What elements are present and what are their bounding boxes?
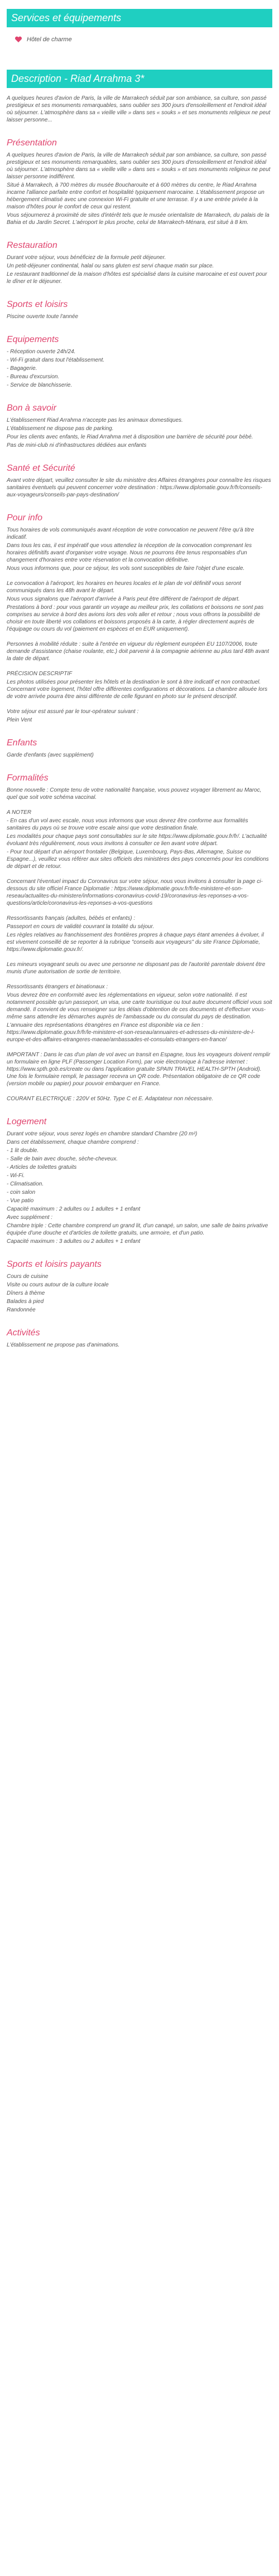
paragraph: Chambre triple : Cette chambre comprend un grand lit, d'un canapé, un salon, une salle de bains privative équipée d'une douche et d'articles de toilette gratuits, une armoire, et d'un patio. bbox=[7, 1223, 268, 1236]
sante-text: Avant votre départ, veuillez consulter le site du ministère des Affaires étrangères pour connaître les risques sanitaires éventuels qui peuvent concerner votre destination : https://www.diplomatie.gouv.fr/fr/conseils-aux-voyageurs/conseils-par-pays-destination/ bbox=[7, 477, 271, 498]
paragraph bbox=[7, 871, 272, 877]
sports-text: Piscine ouverte toute l'année bbox=[7, 314, 79, 320]
paragraph: Personnes à mobilité réduite : suite à l'entrée en vigueur du règlement européen EU 1107/2006, toute demande d'assistance (chaise roulante, etc.) doit parvenir à la compagnie aérienne au plus tard 48h avant la date de départ. bbox=[7, 641, 269, 662]
activites-title: Activités bbox=[7, 1328, 40, 1338]
paragraph: Concernant l'éventuel impact du Coronavirus sur votre séjour, nous vous invitons à consulter la page ci-dessous du site officiel France Diplomatie : https://www.diplomatie.gouv.fr/fr/le-ministere-et-son-reseau/actualites-du-ministere/informations-coronavirus-covid-19/coronavirus-les-reponses-a-vos-questions/article/coronavirus-les-reponses-a-vos-questions bbox=[7, 879, 263, 906]
paragraph: Nous vous informons que, pour ce séjour, les vols sont susceptibles de faire l'objet d'une escale. bbox=[7, 565, 245, 572]
enfants-title: Enfants bbox=[7, 738, 37, 748]
paragraph: - Wi-Fi. bbox=[7, 1173, 25, 1179]
paragraph: Les règles relatives au franchissement des frontières propres à chaque pays étant amenées à évoluer, il est vivement conseillé de se reporter à la rubrique "conseils aux voyageurs" du site France Diplomatie, https://www.diplomatie.gouv.fr/. bbox=[7, 932, 264, 953]
paragraph: Les mineurs voyageant seuls ou avec une personne ne disposant pas de l'autorité parentale doivent être munis d'une autorisation de sortie de territoire. bbox=[7, 962, 266, 975]
presentation-title: Présentation bbox=[7, 138, 57, 148]
paragraph: - Climatisation. bbox=[7, 1181, 44, 1187]
paragraph: - Salle de bain avec douche, sèche-cheveux. bbox=[7, 1156, 118, 1162]
paragraph: - Pour tout départ d'un aéroport frontalier (Belgique, Luxembourg, Pays-Bas, Allemagne, Suisse ou Espagne...), veuillez vous référer aux sites officiels des ministères des pays concernés pour les conditions de départ et de retour. bbox=[7, 849, 269, 870]
paragraph: - Service de blanchisserie. bbox=[7, 382, 73, 388]
formalites-title: Formalités bbox=[7, 773, 49, 783]
paragraph: Capacité maximum : 2 adultes ou 1 adultes + 1 enfant bbox=[7, 1206, 141, 1212]
payants-list bbox=[7, 1273, 272, 1314]
description-text: A quelques heures d'avion de Paris, la ville de Marrakech séduit par son ambiance, sa culture, son passé prestigieux et ses monuments remarquables, sans oublier ses 300 jours d'ensoleillement et l'endroit idéal où séjourner. L'atmosphère dans sa « vieille ville » dans ses « souks » et ses monuments religieux ne peut laisser personne... bbox=[7, 95, 271, 123]
pourinfo-body bbox=[7, 526, 272, 724]
paragraph: Balades à pied bbox=[7, 1299, 44, 1305]
logement-body bbox=[7, 1130, 272, 1245]
paragraph: Plein Vent bbox=[7, 717, 32, 723]
paragraph bbox=[7, 1045, 272, 1050]
paragraph: L'établissement ne dispose pas de parking. bbox=[7, 426, 114, 432]
paragraph: - Vue patio bbox=[7, 1198, 34, 1204]
paragraph: Passeport en cours de validité couvrant la totalité du séjour. bbox=[7, 924, 155, 930]
paragraph: Ressortissants français (adultes, bébés et enfants) : bbox=[7, 915, 136, 921]
logement-title: Logement bbox=[7, 1117, 47, 1126]
bonasavoir-title: Bon à savoir bbox=[7, 403, 56, 413]
paragraph: - Bureau d'excursion. bbox=[7, 374, 60, 380]
paragraph: Les photos utilisées pour présenter les hôtels et la destination le sont à titre indicatif et non contractuel. Concernant votre logement, l'hôtel offre différentes configurations et décorations. La chambre allouée lors de votre arrivée pourra être ainsi différente de celle figurant en photo sur le présent descriptif. bbox=[7, 679, 268, 700]
paragraph: Visite ou cours autour de la culture locale bbox=[7, 1282, 109, 1288]
paragraph: - 1 lit double. bbox=[7, 1148, 39, 1154]
paragraph bbox=[7, 701, 272, 707]
paragraph: Le convocation à l'aéroport, les horaires en heures locales et le plan de vol définitif vous seront communiqués dans les 48h avant le départ. bbox=[7, 580, 241, 594]
description-banner bbox=[7, 70, 272, 88]
bonasavoir-body bbox=[7, 417, 272, 449]
paragraph bbox=[7, 954, 272, 960]
paragraph: COURANT ELECTRIQUE : 220V et 50Hz. Type C et E. Adaptateur non nécessaire. bbox=[7, 1096, 214, 1102]
enfants-text: Garde d'enfants (avec supplément) bbox=[7, 752, 94, 758]
paragraph bbox=[7, 977, 272, 982]
paragraph: Situé à Marrakech, à 700 mètres du musée Boucharouite et à 600 mètres du centre, le Riad Arrahma incarne l'alliance parfaite entre confort et hospitalité typiquement marocaine. L'établissement propose un hébergement climatisé avec une connexion Wi-Fi gratuite et une terrasse. Il y a une entrée privée à la maison d'hôtes pour le confort de ceux qui restent. bbox=[7, 182, 264, 210]
restauration-title: Restauration bbox=[7, 241, 57, 250]
paragraph: Pas de mini-club ni d'infrastructures dédiées aux enfants bbox=[7, 442, 147, 448]
paragraph: Un petit-déjeuner continental, halal ou sans gluten est servi chaque matin sur place. bbox=[7, 263, 214, 269]
page bbox=[0, 9, 279, 1349]
paragraph: Capacité maximum : 3 adultes ou 2 adultes + 1 enfant bbox=[7, 1238, 141, 1245]
paragraph: - Articles de toilettes gratuits bbox=[7, 1164, 77, 1170]
services-title: Services et équipements bbox=[11, 12, 122, 23]
paragraph: Pour les clients avec enfants, le Riad Arrahma met à disposition une barrière de sécurité pour bébé. bbox=[7, 434, 253, 440]
paragraph: L'établissement Riad Arrahma n'accepte pas les animaux domestiques. bbox=[7, 417, 183, 423]
paragraph bbox=[7, 802, 272, 808]
paragraph: Nous vous signalons que l'aéroport d'arrivée à Paris peut être différent de l'aéroport de départ. bbox=[7, 596, 240, 602]
paragraph: Avec supplément : bbox=[7, 1214, 53, 1221]
heart-icon bbox=[15, 36, 22, 43]
paragraph: Bonne nouvelle : Compte tenu de votre nationalité française, vous pouvez voyager librement au Maroc, quel que soit votre schéma vaccinal. bbox=[7, 787, 262, 801]
charm-badge bbox=[15, 36, 264, 43]
paragraph: Le restaurant traditionnel de la maison d'hôtes est spécialisé dans la cuisine marocaine et est ouvert pour le dîner et le déjeuner. bbox=[7, 271, 267, 285]
paragraph: Vous séjournerez à proximité de sites d'intérêt tels que le musée orientaliste de Marrakech, du palais de la Bahia et du Jardin Secret. L'aéroport le plus proche, celui de Marrakech-Ménara, est situé à 8 km. bbox=[7, 212, 270, 226]
paragraph bbox=[7, 908, 272, 914]
description-section bbox=[0, 88, 279, 1349]
paragraph: Durant votre séjour, vous serez logés en chambre standard Chambre (20 m²) bbox=[7, 1131, 198, 1137]
paragraph bbox=[7, 634, 272, 640]
description-title: Description - Riad Arrahma 3* bbox=[11, 73, 145, 84]
paragraph: - Bagagerie. bbox=[7, 365, 37, 372]
paragraph: A NOTER bbox=[7, 809, 32, 816]
paragraph: Cours de cuisine bbox=[7, 1274, 49, 1280]
paragraph: A quelques heures d'avion de Paris, la ville de Marrakech séduit par son ambiance, sa culture, son passé prestigieux et ses monuments remarquables, sans oublier ses 300 jours d'ensoleillement et l'endroit idéal où séjourner. L'atmosphère dans sa « vieille ville » dans ses « souks » et ses monuments religieux ne peut laisser personne indifférent. bbox=[7, 152, 271, 180]
paragraph: Ressortissants étrangers et binationaux : bbox=[7, 984, 108, 990]
formalites-body bbox=[7, 787, 272, 1102]
equipements-list bbox=[7, 348, 272, 389]
paragraph bbox=[7, 663, 272, 669]
payants-title: Sports et loisirs payants bbox=[7, 1260, 102, 1269]
paragraph: Durant votre séjour, vous bénéficiez de la formule petit déjeuner. bbox=[7, 255, 166, 261]
paragraph: Dans cet établissement, chaque chambre comprend : bbox=[7, 1139, 139, 1145]
pourinfo-title: Pour info bbox=[7, 513, 43, 523]
sports-title: Sports et loisirs bbox=[7, 300, 68, 309]
paragraph: Randonnée bbox=[7, 1307, 36, 1313]
paragraph: Tous horaires de vols communiqués avant réception de votre convocation ne peuvent l'être qu'à titre indicatif. bbox=[7, 527, 254, 540]
paragraph: - En cas d'un vol avec escale, nous vous informons que vous devrez être conforme aux formalités sanitaires du pays où se trouve votre escale ainsi que votre destination finale. bbox=[7, 818, 248, 831]
presentation-body bbox=[7, 152, 272, 226]
paragraph: Les modalités pour chaque pays sont consultables sur le site https://www.diplomatie.gouv.fr/fr/. L'actualité évoluant très régulièrement, nous vous invitons à consulter ce lien avant votre départ. bbox=[7, 833, 267, 847]
paragraph: IMPORTANT : Dans le cas d'un plan de vol avec un transit en Espagne, tous les voyageurs doivent remplir un formulaire en ligne PLF (Passenger Location Form), par voie électronique à l'adresse internet : https://www.spth.gob.es/create ou dans l'application gratuite SPAIN TRAVEL HEALTH-SPTH (Android). Une fois le formulaire rempli, le passager recevra un QR code. Présentation obligatoire de ce QR code (version mobile ou papier) pour pouvoir embarquer en France. bbox=[7, 1052, 271, 1087]
paragraph: - Wi-Fi gratuit dans tout l'établissement. bbox=[7, 357, 105, 363]
paragraph bbox=[7, 573, 272, 579]
paragraph: Votre séjour est assuré par le tour-opérateur suivant : bbox=[7, 709, 139, 715]
paragraph: PRÉCISION DESCRIPTIF bbox=[7, 671, 73, 677]
paragraph bbox=[7, 1089, 272, 1094]
equipements-title: Equipements bbox=[7, 335, 59, 344]
paragraph: - Réception ouverte 24h/24. bbox=[7, 349, 76, 355]
services-banner bbox=[7, 9, 272, 27]
activites-text: L'établissement ne propose pas d'animations. bbox=[7, 1342, 120, 1348]
paragraph: - coin salon bbox=[7, 1189, 36, 1196]
paragraph: L'annuaire des représentations étrangères en France est disponible via ce lien : https://www.diplomatie.gouv.fr/fr/le-ministere-et-son-reseau/annuaires-et-adresses-du-ministere-de-l-europe-et-des-affaires-etrangeres-maeae/ambassades-et-consulats-etrangers-en-france/ bbox=[7, 1022, 255, 1043]
charm-label: Hôtel de charme bbox=[27, 36, 72, 43]
paragraph: Dans tous les cas, il est impératif que vous attendiez la réception de la convocation comprenant les horaires définitifs avant d'organiser votre voyage. Nous ne pourrons être tenus responsables d'un changement d'horaires entre votre réservation et la convocation définitive. bbox=[7, 543, 252, 563]
paragraph: Prestations à bord : pour vous garantir un voyage au meilleur prix, les collations et boissons ne sont pas comprises au service à bord des avions lors des vols aller et retour ; nous vous offrons la possibilité de choisir en toute liberté vos collations et boissons proposés à la carte, à régler directement auprès de l'équipage ou cours du vol (paiement en espèces et en EUR uniquement). bbox=[7, 604, 264, 632]
sante-title: Santé et Sécurité bbox=[7, 464, 75, 473]
paragraph: Vous devrez être en conformité avec les réglementations en vigueur, selon votre nationalité. Il est notamment possible qu'un passeport, un visa, une carte touristique ou tout autre document officiel vous soit demandé. Il convient de vous renseigner sur les délais d'obtention de ces documents et d'effectuer vous-même sans attendre les démarches auprès de l'ambassade ou du consulat du pays de destination. bbox=[7, 992, 272, 1020]
restauration-body bbox=[7, 254, 272, 285]
paragraph: Dîners à thème bbox=[7, 1290, 45, 1296]
